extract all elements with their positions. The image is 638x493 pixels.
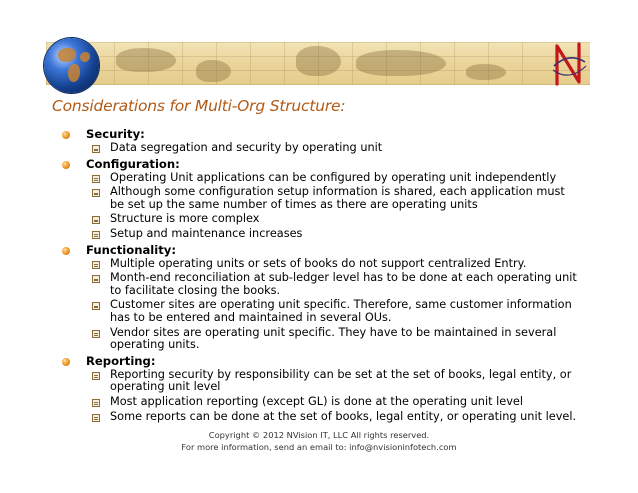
section-reporting bbox=[60, 354, 580, 423]
list-item bbox=[110, 213, 580, 226]
list-item-text: Although some configuration setup information is shared, each application must be set up the same number of times as there are operating units bbox=[110, 185, 565, 211]
square-bullet-icon bbox=[92, 216, 100, 224]
section-heading: Reporting: bbox=[86, 353, 156, 368]
item-list bbox=[86, 172, 580, 241]
list-item-text: Operating Unit applications can be configured by operating unit independently bbox=[110, 170, 557, 184]
list-item bbox=[110, 186, 580, 211]
square-bullet-icon bbox=[92, 399, 100, 407]
list-item-text: Multiple operating units or sets of books do not support centralized Entry. bbox=[110, 256, 527, 270]
list-item-text: Some reports can be done at the set of books, legal entity, or operating unit level. bbox=[110, 409, 577, 423]
item-list bbox=[86, 258, 580, 352]
list-item bbox=[110, 228, 580, 241]
section-security bbox=[60, 127, 580, 155]
section-configuration bbox=[60, 157, 580, 241]
globe-icon bbox=[44, 38, 99, 93]
company-logo bbox=[551, 40, 587, 88]
map-landmass-decoration bbox=[296, 46, 341, 76]
footer bbox=[0, 430, 638, 453]
orange-circle-bullet-icon bbox=[62, 247, 70, 255]
square-bullet-icon bbox=[92, 189, 100, 197]
square-bullet-icon bbox=[92, 372, 100, 380]
content-area bbox=[60, 126, 580, 425]
list-item bbox=[110, 369, 580, 394]
section-heading: Functionality: bbox=[86, 242, 176, 257]
list-item bbox=[110, 142, 580, 155]
list-item bbox=[110, 299, 580, 324]
copyright-text: Copyright © 2012 NVision IT, LLC All rights reserved. bbox=[208, 430, 430, 440]
map-landmass-decoration bbox=[116, 48, 176, 72]
list-item bbox=[110, 258, 580, 271]
square-bullet-icon bbox=[92, 145, 100, 153]
list-item bbox=[110, 396, 580, 409]
header-banner bbox=[46, 42, 590, 85]
list-item bbox=[110, 172, 580, 185]
map-landmass-decoration bbox=[466, 64, 506, 80]
square-bullet-icon bbox=[92, 275, 100, 283]
section-functionality bbox=[60, 243, 580, 352]
item-list bbox=[86, 369, 580, 423]
square-bullet-icon bbox=[92, 175, 100, 183]
list-item bbox=[110, 411, 580, 424]
contact-text: For more information, send an email to: info@nvisioninfotech.com bbox=[181, 441, 457, 452]
item-list bbox=[86, 142, 580, 155]
orange-circle-bullet-icon bbox=[62, 358, 70, 366]
section-heading: Configuration: bbox=[86, 156, 180, 171]
square-bullet-icon bbox=[92, 231, 100, 239]
list-item-text: Most application reporting (except GL) is done at the operating unit level bbox=[110, 394, 523, 408]
list-item-text: Setup and maintenance increases bbox=[110, 226, 303, 240]
square-bullet-icon bbox=[92, 414, 100, 422]
map-landmass-decoration bbox=[356, 50, 446, 76]
list-item bbox=[110, 272, 580, 297]
section-heading: Security: bbox=[86, 127, 145, 141]
square-bullet-icon bbox=[92, 330, 100, 338]
list-item-text: Structure is more complex bbox=[110, 212, 260, 226]
orange-circle-bullet-icon bbox=[62, 131, 70, 139]
list-item-text: Data segregation and security by operating unit bbox=[110, 141, 383, 154]
list-item-text: Vendor sites are operating unit specific. They have to be maintained in several operating units. bbox=[110, 325, 557, 352]
list-item-text: Month-end reconciliation at sub-ledger level has to be done at each operating unit to facilitate closing the books. bbox=[110, 271, 577, 297]
map-landmass-decoration bbox=[196, 60, 231, 82]
square-bullet-icon bbox=[92, 261, 100, 269]
list-item-text: Customer sites are operating unit specific. Therefore, same customer information has to be entered and maintained in several OUs. bbox=[110, 298, 572, 324]
slide-title: Considerations for Multi-Org Structure: bbox=[52, 97, 346, 115]
list-item bbox=[110, 327, 580, 352]
orange-circle-bullet-icon bbox=[62, 161, 70, 169]
square-bullet-icon bbox=[92, 302, 100, 310]
list-item-text: Reporting security by responsibility can be set at the set of books, legal entity, or operating unit level bbox=[110, 367, 572, 394]
